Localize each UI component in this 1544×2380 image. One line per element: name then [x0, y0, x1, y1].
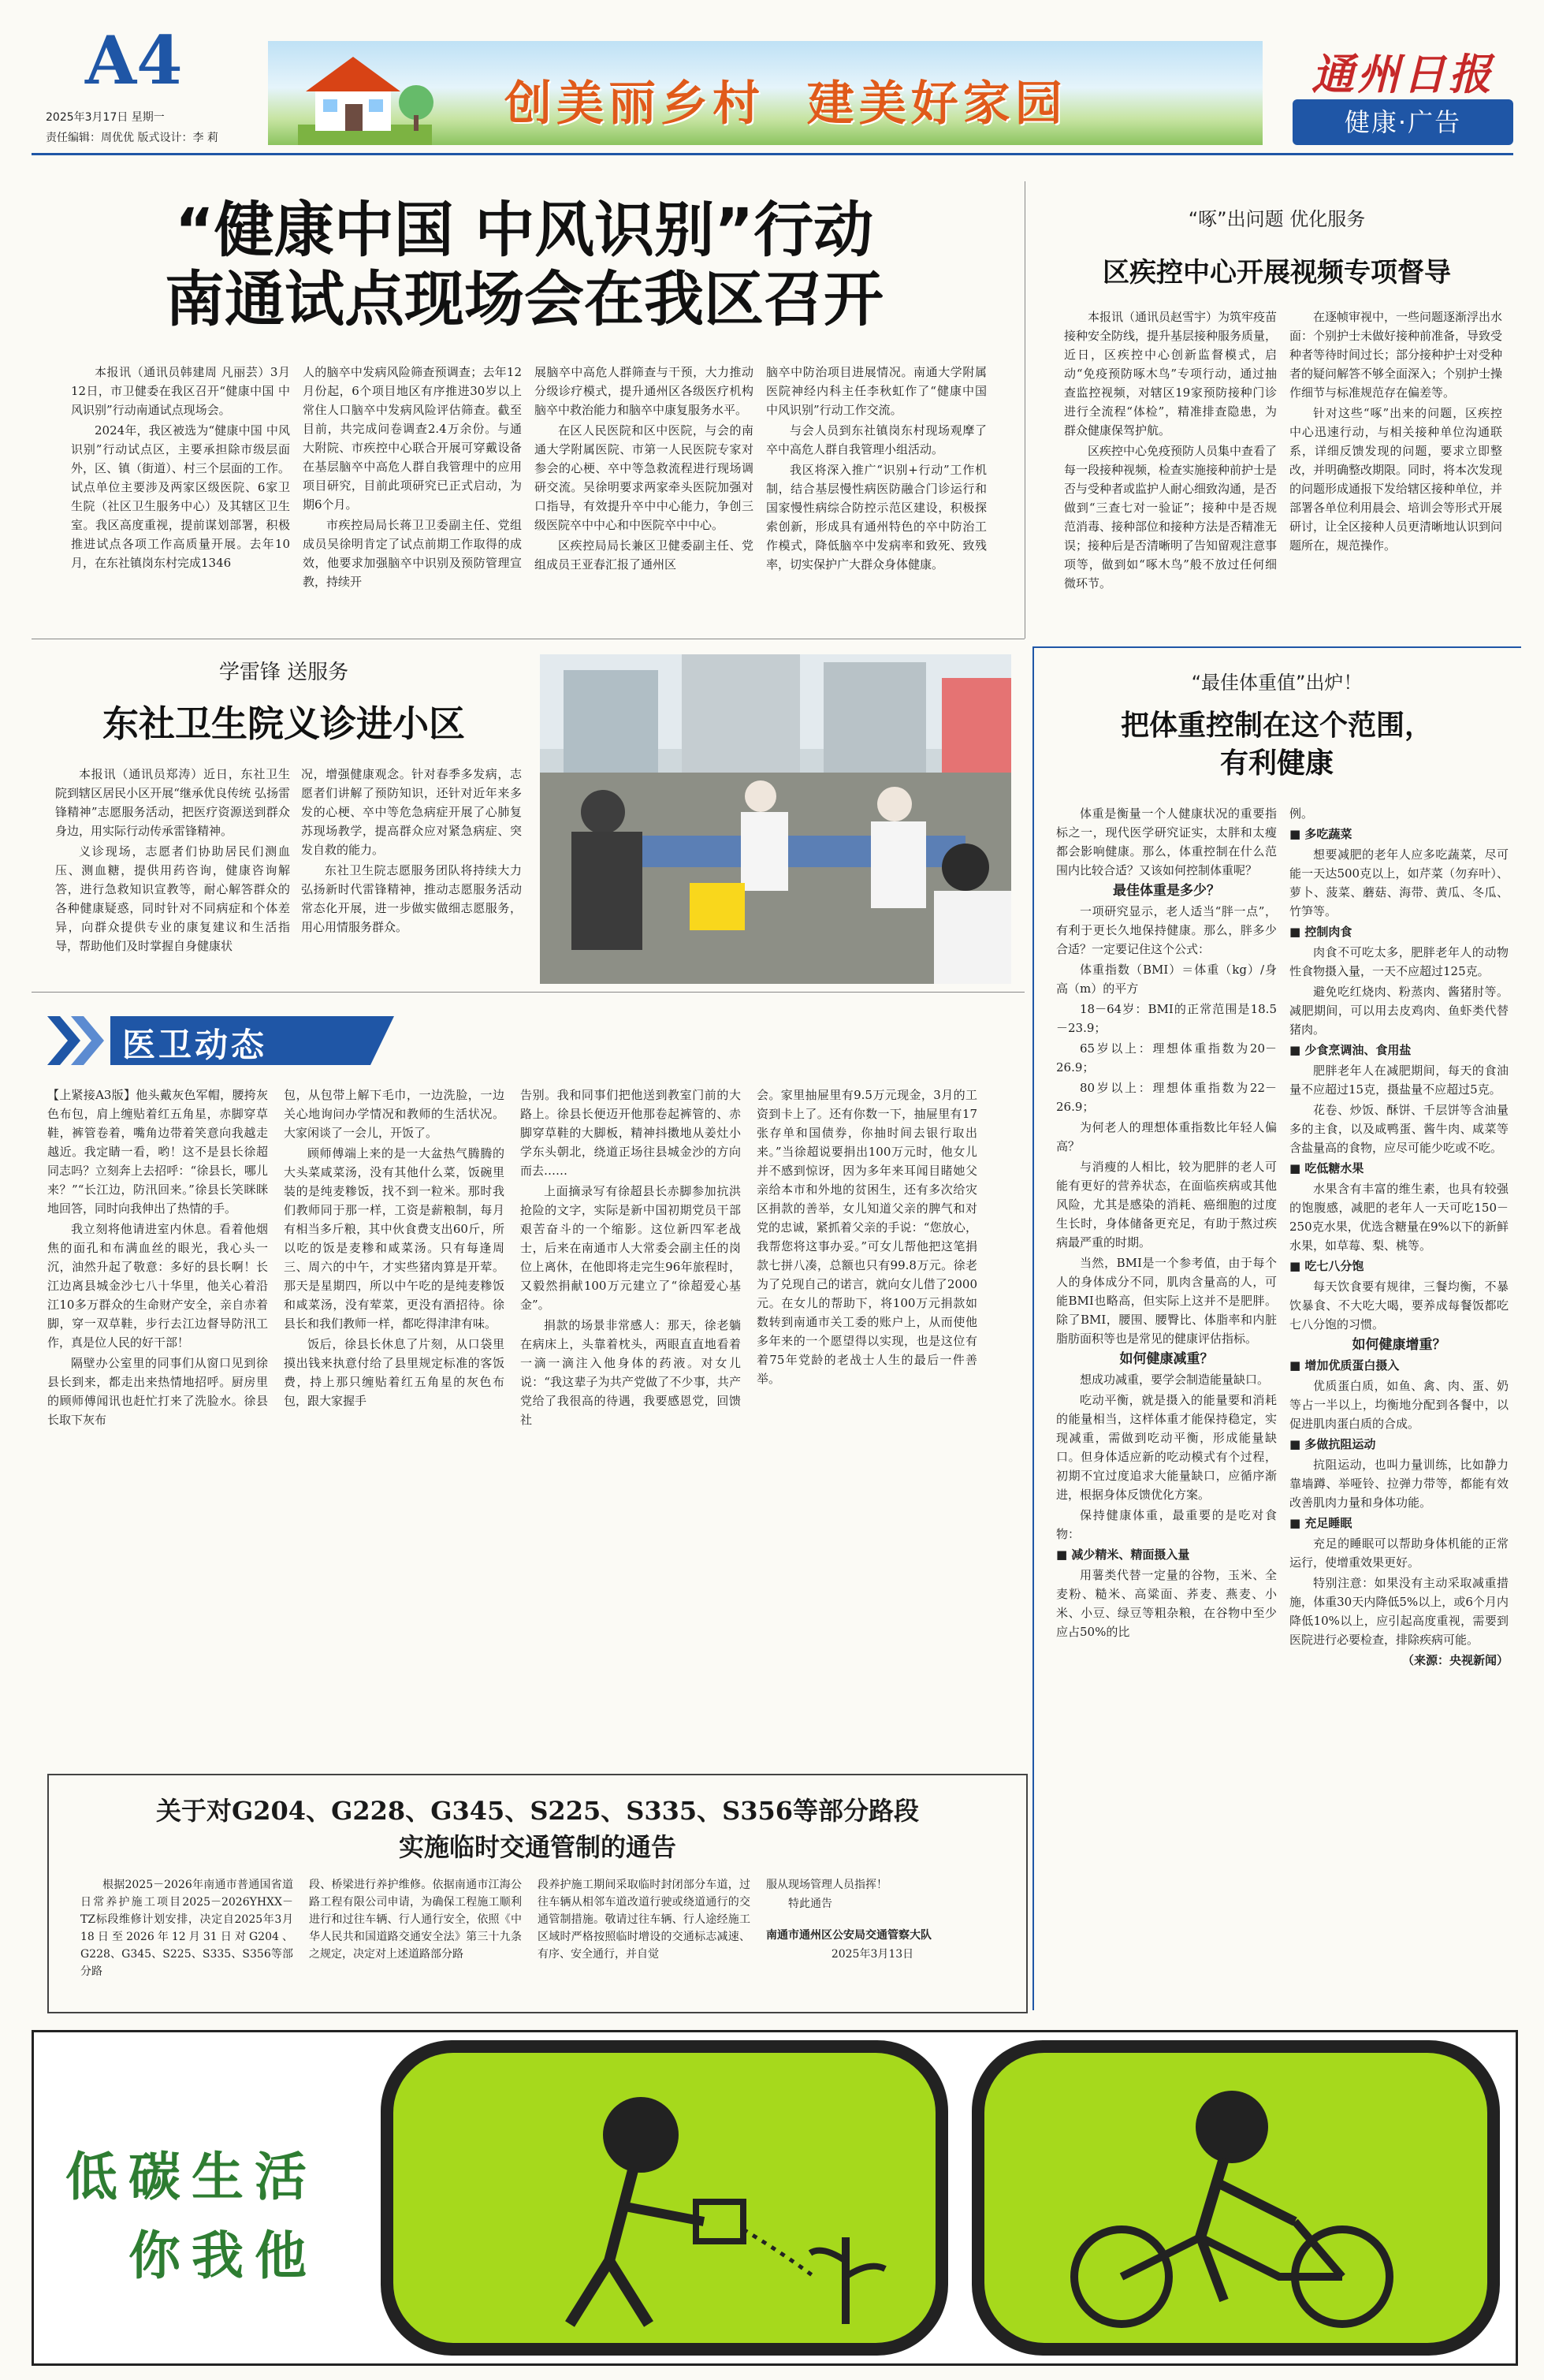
weight-paragraph: 肥胖老年人在减肥期间，每天的食油量不应超过15克，摄盐量不应超过5克。	[1289, 1063, 1509, 1097]
lead-paragraph: 区疾控局局长兼区卫健委副主任、党组成员王亚春汇报了通州区	[534, 538, 753, 572]
weight-paragraph: 保持健康体重，最重要的是吃对食物：	[1056, 1508, 1277, 1541]
traffic-notice	[47, 1774, 1028, 2013]
lead-article	[32, 173, 1017, 589]
weight-paragraph: 特别注意：如果没有主动采取减重措施，体重30天内降低5%以上，或6个月内降低10%以上，应引起高度重视，需要到医院进行必要检查，排除疾病可能。	[1289, 1576, 1509, 1647]
weight-paragraph: 吃动平衡，就是摄入的能量要和消耗的能量相当，这样体重才能保持稳定，实现减重，需做到吃动平衡，形成能量缺口。但身体适应新的吃动模式有个过程，初期不宜过度追求大能量缺口，应循序渐进，根据身体反馈优化方案。	[1056, 1393, 1277, 1502]
weight-paragraph: 80岁以上：理想体重指数为22－26.9；	[1056, 1081, 1277, 1114]
yiwei-section	[32, 997, 1025, 1786]
yiwei-paragraph: 饭后，徐县长休息了片刻，从口袋里摸出钱来执意付给了县里规定标准的客饭费，持上那只缠贴着红五角星的灰色布包，跟大家握手	[284, 1337, 504, 1408]
yiwei-col-1	[47, 1086, 268, 1431]
banner	[268, 41, 1263, 145]
weight-tip-heading: ■ 增加优质蛋白摄入	[1289, 1356, 1509, 1375]
masthead	[0, 0, 1544, 158]
paper-logo: 通州日报	[1311, 49, 1494, 99]
lead-paragraph: 展脑卒中高危人群筛查与干预，大力推动分级诊疗模式，提升通州区各级医疗机构脑卒中救治能力和脑卒中康复服务水平。	[534, 365, 753, 417]
notice-paragraph: 段、桥梁进行养护维修。依据南通市江海公路工程有限公司申请，为确保工程施工顺利进行和过往车辆、行人通行安全，依照《中华人民共和国道路交通安全法》第三十九条之规定，决定对上述道路部分路	[309, 1879, 522, 1961]
weight-paragraph: 用薯类代替一定量的谷物，玉米、全麦粉、糙米、高粱面、荞麦、燕麦、小米、小豆、绿豆等粗杂粮，在谷物中至少应占50%的比	[1056, 1568, 1277, 1639]
clinic-headline: 东社卫生院义诊进小区	[102, 702, 465, 745]
lead-paragraph: 2024年，我区被选为“健康中国 中风识别”行动试点区，主要承担除市级层面外，区、镇（街道）、村三个层面的工作。试点单位主要涉及两家区级医院、6家卫生院（社区卫生服务中心）及其辖区卫生室。我区高度重视，提前谋划部署，积极推进试点各项工作高质量开展。去年10月，在东社镇岗东村完成1346	[71, 423, 290, 570]
weight-paragraph: 花卷、炒饭、酥饼、千层饼等含油量多的主食，以及咸鸭蛋、酱牛肉、咸菜等含盐量高的食物，应尽可能少吃或不吃。	[1289, 1103, 1509, 1155]
notice-col-3	[538, 1876, 750, 1965]
low-carbon-ad	[32, 2030, 1518, 2366]
yiwei-paragraph: 隔壁办公室里的同事们从窗口见到徐县长到来，都走出来热情地招呼。厨房里的顾师傅闻讯也赶忙打来了洗脸水。徐县长取下灰布	[47, 1356, 268, 1427]
page-number: A4	[85, 21, 183, 99]
weight-paragraph: 例。	[1289, 806, 1314, 821]
notice-headline-2: 实施临时交通管制的通告	[398, 1832, 676, 1862]
weight-paragraph: 优质蛋白质，如鱼、禽、肉、蛋、奶等占一半以上，均衡地分配到各餐中，以促进肌肉蛋白质的合成。	[1289, 1379, 1509, 1431]
lead-paragraph: 市疾控局局长蒋卫卫委副主任、党组成员吴徐明肯定了试点前期工作取得的成效，他要求加强脑卒中识别及预防管理宣教，持续开	[303, 518, 522, 589]
supervision-paragraph: 本报讯（通讯员赵雪宇）为筑牢疫苗接种安全防线，提升基层接种服务质量，近日，区疾控中心创新监督模式，启动“免疫预防啄木鸟”专项行动，通过抽查监控视频，对辖区19家预防接种门诊进行全流程“体检”，精准排查隐患，为群众健康保驾护航。	[1064, 310, 1278, 438]
yiwei-paragraph: 我立刻将他请进室内休息。看着他烟焦的面孔和布满血丝的眼光，我心头一沉，油然升起了敬意：多好的县长啊！长江边离县城金沙七八十华里，他关心着沿江10多万群众的生命财产安全，亲自赤着脚，穿一双草鞋，步行去江边督导防汛工作，真是位人民的好干部！	[47, 1222, 268, 1350]
supervision-headline: 区疾控中心开展视频专项督导	[1103, 257, 1451, 289]
lead-headline-1: “健康中国 中风识别”行动	[174, 195, 874, 265]
yiwei-paragraph: 告别。我和同事们把他送到教室门前的大路上。徐县长便迈开他那卷起裤管的、赤脚穿草鞋的大脚板，精神抖擞地从姜灶小学东头朝北，绕道正场往县城金沙的方向而去……	[520, 1088, 741, 1178]
yiwei-paragraph: 捐款的场景非常感人：那天，徐老躺在病床上，头靠着枕头，两眼直直地看着一滴一滴注入他身体的药液。对女儿说：“我这辈子为共产党做了不少事，共产党给了我很高的待遇，我要感恩党，回馈社	[520, 1318, 741, 1427]
supervision-paragraph: 针对这些“啄”出来的问题，区疾控中心迅速行动，与相关接种单位沟通联系，详细反馈发现的问题，要求立即整改，并明确整改期限。同时，将本次发现的问题形成通报下发给辖区接种单位，并部署各单位利用晨会、培训会等形式开展研讨，让全区接种人员更清晰地认识到问题所在，规范操作。	[1289, 406, 1503, 553]
weight-paragraph: 一项研究显示，老人适当“胖一点”，有利于更长久地保持健康。那么，胖多少合适？一定要记住这个公式：	[1056, 904, 1277, 956]
lead-paragraph: 我区将深入推广“识别+行动”工作机制，结合基层慢性病医防融合门诊运行和国家慢性病综合防控示范区建设，积极探索创新，形成具有通州特色的卒中防治工作模式，降低脑卒中发病率和致死、致残率，切实保护广大群众身体健康。	[766, 463, 987, 572]
weight-paragraph: 体重指数（BMI）＝体重（kg）/身高（m）的平方	[1056, 963, 1277, 996]
clinic-photo	[540, 654, 1011, 984]
notice-signature-date: 2025年3月13日	[831, 1948, 914, 1961]
lead-paragraph: 人的脑卒中发病风险筛查预调查；去年12月份起，6个项目地区有序推进30岁以上常住人口脑卒中发病风险评估筛查。截至目前，共完成问卷调查2.4万余份。与通大附院、市疾控中心联合开展可穿戴设备在基层脑卒中高危人群自我管理中的应用项目研究，目前此项研究已正式启动，为期6个月。	[303, 365, 522, 512]
weight-paragraph: 充足的睡眠可以帮助身体机能的正常运行，使增重效果更好。	[1289, 1536, 1509, 1570]
banner-slogan: 创美丽乡村 建美好家园	[504, 76, 1067, 132]
weight-paragraph: 抗阻运动，也叫力量训练，比如静力靠墙蹲、举哑铃、拉弹力带等，都能有效改善肌肉力量和身体功能。	[1289, 1458, 1509, 1510]
weight-paragraph: 65岁以上：理想体重指数为20－26.9；	[1056, 1041, 1277, 1075]
weight-subheading: 最佳体重是多少？	[1113, 883, 1220, 899]
weight-kicker: “最佳体重值”出炉！	[1191, 672, 1363, 694]
weight-paragraph: 避免吃红烧肉、粉蒸肉、酱猪肘等。减肥期间，可以用去皮鸡肉、鱼虾类代替猪肉。	[1289, 985, 1509, 1037]
weight-source: （来源：央视新闻）	[1401, 1653, 1509, 1667]
horizontal-divider	[32, 992, 1025, 993]
clinic-paragraph: 本报讯（通讯员郑涛）近日，东社卫生院到辖区居民小区开展“继承优良传统 弘扬雷锋精神”志愿服务活动，把医疗资源送到群众身边，用实际行动传承雷锋精神。	[55, 767, 290, 838]
weight-tip-heading: ■ 吃低糖水果	[1289, 1159, 1509, 1178]
supervision-kicker: “啄”出问题 优化服务	[1188, 208, 1366, 230]
weight-tip-heading: ■ 控制肉食	[1289, 922, 1509, 941]
weight-subheading: 如何健康增重？	[1352, 1337, 1446, 1353]
lead-paragraph: 本报讯（通讯员韩建周 凡丽芸）3月12日，市卫健委在我区召开“健康中国 中风识别”行动南通试点现场会。	[71, 365, 290, 417]
weight-paragraph: 每天饮食要有规律，三餐均衡，不暴饮暴食、不大吃大喝，要养成每餐饭都吃七八分饱的习惯。	[1289, 1279, 1509, 1332]
weight-tip-heading: ■ 吃七八分饱	[1289, 1257, 1509, 1276]
lead-headline-2: 南通试点现场会在我区召开	[165, 264, 884, 334]
weight-tip-heading: ■ 充足睡眠	[1289, 1514, 1509, 1533]
lead-paragraph: 在区人民医院和区中医院，与会的南通大学附属医院、市第一人民医院专家对参会的心梗、卒中等急救流程进行现场调研交流。吴徐明要求两家牵头医院加强对口指导，有效提升卒中中心能力，争创三级医院卒中中心和中医院卒中中心。	[534, 423, 753, 532]
weight-tip-heading: ■ 减少精米、精面摄入量	[1056, 1545, 1277, 1564]
weight-paragraph: 当然，BMI是一个参考值，由于每个人的身体成分不同，肌肉含量高的人，可能BMI也略高，但实际上这并不是肥胖。除了BMI，腰围、腰臀比、体脂率和内脏脂肪面积等也是常见的健康评估指标。	[1056, 1256, 1277, 1346]
lead-paragraph: 脑卒中防治项目进展情况。南通大学附属医院神经内科主任李秋虹作了“健康中国 中风识别”行动工作交流。	[766, 365, 987, 417]
yiwei-paragraph: 会。家里抽屉里有9.5万元现金，3月的工资到卡上了。还有你数一下，抽屉里有17张存单和国债券，你抽时间去银行取出来。”当徐超说要捐出100万元时，他女儿并不感到惊讶，因为多年来耳闻目睹她父亲给本市和外地的贫困生，还有多次给灾区捐款的善举，女儿知道父亲的脾气和对党的忠诚，紧抓着父亲的手说：“您放心，我帮您将这事办妥。”可女儿帮他把这笔捐款七拼八凑，总额也只有99.8万元。徐老为了兑现自己的诺言，就向女儿借了2000元。在女儿的帮助下，将100万元捐款如数转到南通市关工委的账户上，从而使他多年来的一个愿望得以实现，也是这位有着75年党龄的老战士人生的最后一件善举。	[757, 1088, 977, 1386]
supervision-article	[1040, 181, 1513, 639]
weight-tip-heading: ■ 多吃蔬菜	[1289, 825, 1509, 844]
notice-headline-1: 关于对G204、G228、G345、S225、S335、S356等部分路段	[155, 1796, 920, 1826]
notice-paragraph: 根据2025－2026年南通市普通国省道日常养护施工项目2025－2026YHXX－TZ标段维修计划安排，决定自2025年3月18日至2026年12月31日对G204、G228、G345、S225、S335、S356等部分路	[80, 1879, 293, 1978]
yiwei-col-3	[520, 1086, 741, 1431]
notice-paragraph: 特此通告	[788, 1898, 832, 1910]
clinic-kicker: 学雷锋 送服务	[218, 661, 349, 684]
lead-paragraph: 与会人员到东社镇岗东村现场观摩了卒中高危人群自我管理小组活动。	[766, 423, 987, 456]
ad-line-1: 低碳生活	[65, 2146, 318, 2207]
yiwei-col-4	[757, 1086, 977, 1390]
weight-paragraph: 水果含有丰富的维生素，也具有较强的饱腹感，减肥的老年人一天可吃150－250克水果，优选含糖量在9%以下的新鲜水果，如草莓、梨、桃等。	[1289, 1182, 1509, 1253]
yiwei-paragraph: 包，从包带上解下毛巾，一边洗脸，一边关心地询问办学情况和教师的生活状况。大家闲谈了一会儿，开饭了。	[284, 1088, 504, 1140]
notice-paragraph: 段养护施工期间采取临时封闭部分车道，过往车辆从相邻车道改道行驶或绕道通行的交通管制措施。敬请过往车辆、行人途经施工区域时严格按照临时增设的交通标志减速、有序、安全通行，并自觉	[538, 1879, 750, 1961]
section-tag	[1293, 99, 1513, 145]
weight-tip-heading: ■ 多做抗阻运动	[1289, 1435, 1509, 1454]
notice-paragraph: 服从现场管理人员指挥！	[766, 1879, 887, 1891]
ad-line-2: 你我他	[128, 2225, 318, 2286]
supervision-paragraph: 在逐帧审视中，一些问题逐渐浮出水面：个别护士未做好接种前准备，导致受种者等待时间过长；部分接种护士对受种者的疑问解答不够全面深入；个别护士操作细节与标准规范存在偏差等。	[1289, 310, 1503, 400]
notice-col-4	[766, 1876, 979, 1965]
clinic-paragraph: 况，增强健康观念。针对春季多发病，志愿者们讲解了预防知识，还针对近年来多发的心梗、卒中等危急病症开展了心肺复苏现场教学，提高群众应对紧急病症、突发自救的能力。	[301, 767, 522, 857]
weight-paragraph: 想成功减重，要学会制造能量缺口。	[1080, 1373, 1270, 1387]
notice-col-1	[80, 1876, 293, 1982]
weight-headline-1: 把体重控制在这个范围，	[1120, 710, 1433, 742]
cyclist-illustration	[964, 2040, 1508, 2356]
supervision-col-2	[1289, 307, 1502, 557]
weight-col-1	[1056, 804, 1277, 1643]
weight-paragraph: 想要减肥的老年人应多吃蔬菜，尽可能一天达500克以上，如芹菜（勿弃叶）、萝卜、菠菜、蘑菇、海带、黄瓜、冬瓜、竹笋等。	[1289, 847, 1509, 918]
masthead-divider	[32, 153, 1513, 155]
lead-col-2	[303, 363, 522, 593]
yiwei-paragraph: 顾师傅端上来的是一大盆热气腾腾的大头菜咸菜汤，没有其他什么菜，饭碗里装的是纯麦糁饭，找不到一粒米。那时我们教师同于那一样，工资是薪粮制，每月有相当多斤粮，其中伙食费支出60斤，所以吃的饭是麦糁和咸菜汤。只有每逢周三、周六的中午，才实些猪肉算是开荤。那天是星期四，所以中午吃的是纯麦糁饭和咸菜汤，没有荤菜，更没有酒招待。徐县长和我们教师一样，都吃得津津有味。	[284, 1146, 504, 1331]
yiwei-col-2	[284, 1086, 504, 1412]
clinic-paragraph: 东社卫生院志愿服务团队将持续大力弘扬新时代雷锋精神，推动志愿服务活动常态化开展，进一步做实做细志愿服务，用心用情服务群众。	[301, 863, 522, 934]
weight-subheading: 如何健康减重？	[1119, 1351, 1214, 1367]
weight-headline-2: 有利健康	[1219, 747, 1334, 780]
lead-col-4	[766, 363, 987, 575]
weight-paragraph: 为何老人的理想体重指数比年轻人偏高？	[1056, 1120, 1277, 1153]
notice-col-2	[309, 1876, 522, 1965]
weight-paragraph: 与消瘦的人相比，较为肥胖的老人可能有更好的营养状态，在面临疾病或其他风险，尤其是感染的消耗、癌细胞的过度生长时，身体储备更充足，有助于熬过疾病最严重的时期。	[1056, 1160, 1277, 1250]
lead-col-3	[534, 363, 753, 575]
page-editors: 责任编辑：周优优 版式设计：李 莉	[46, 132, 218, 144]
clinic-col-2	[301, 765, 522, 938]
notice-signature-org: 南通市通州区公安局交通管察大队	[766, 1929, 932, 1942]
yiwei-title: 医卫动态	[122, 1026, 268, 1064]
weight-article	[1032, 646, 1521, 2010]
supervision-col-1	[1064, 307, 1277, 594]
clinic-article	[32, 646, 1025, 985]
yiwei-paragraph: 上面摘录写有徐超县长赤脚参加抗洪抢险的文字，实际是新中国初期党员干部艰苦奋斗的一个缩影。这位新四军老战士，后来在南通市人大常委会副主任的岗位上离休，在他即将走完生96年旅程时，又毅然捐献100万元建立了“徐超爱心基金”。	[520, 1184, 741, 1312]
house-illustration	[290, 46, 440, 145]
supervision-paragraph: 区疾控中心免疫预防人员集中查看了每一段接种视频，检查实施接种前护士是否与受种者或监护人耐心细致沟通，是否做到“三查七对一验证”；接种中是否规范消毒、接种部位和接种方法是否精准无误；接种后是否清晰明了告知留观注意事项等，做到如“啄木鸟”般不放过任何细微环节。	[1064, 444, 1278, 590]
clinic-col-1	[55, 765, 290, 957]
weight-col-2	[1289, 804, 1509, 1671]
weight-paragraph: 体重是衡量一个人健康状况的重要指标之一，现代医学研究证实，太胖和太瘦都会影响健康。那么，体重控制在什么范围内比较合适？又该如何控制体重呢？	[1056, 806, 1277, 877]
yiwei-paragraph: 【上紧接A3版】他头戴灰色军帽，腰挎灰色布包，肩上缠贴着红五角星，赤脚穿草鞋，裤管卷着，嘴角边带着笑意向我越走越近。我定睛一看，哟！这不是县长徐超同志吗？立刻奔上去招呼：“徐县长，哪儿来？”“长江边，防汛回来。”徐县长笑眯眯地回答，同时向我伸出了热情的手。	[47, 1088, 268, 1216]
section-label: 健康·广告	[1344, 107, 1462, 137]
clinic-paragraph: 义诊现场，志愿者们协助居民们测血压、测血糖，提供用药咨询，健康咨询解答，进行急救知识宣教等，耐心解答群众的各种健康疑惑，同时针对不同病症和个体差异，向群众提供专业的康复建议和生活指导，帮助他们及时掌握自身健康状	[55, 844, 290, 953]
weight-paragraph: 18－64岁：BMI的正常范围是18.5－23.9；	[1056, 1002, 1277, 1035]
lead-col-1	[71, 363, 290, 574]
weight-tip-heading: ■ 少食烹调油、食用盐	[1289, 1041, 1509, 1060]
page-date: 2025年3月17日 星期一	[46, 111, 165, 124]
watering-plant-illustration	[373, 2040, 956, 2356]
weight-paragraph: 肉食不可吃太多，肥胖老年人的动物性食物摄入量，一天不应超过125克。	[1289, 945, 1509, 978]
